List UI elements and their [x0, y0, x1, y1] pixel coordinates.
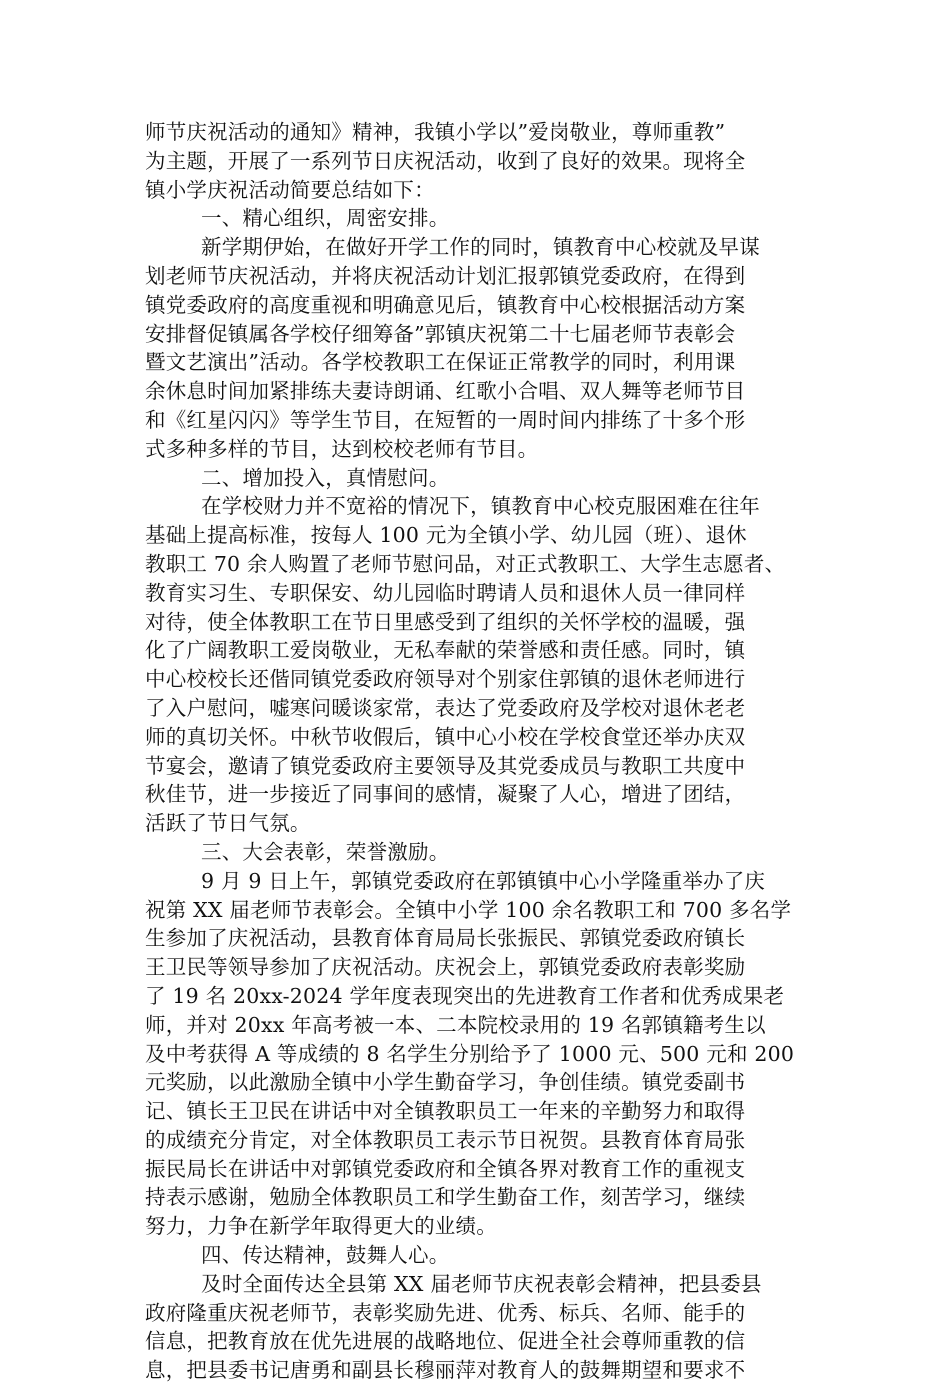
- text-line: 持表示感谢，勉励全体教职员工和学生勤奋工作，刻苦学习，继续: [145, 1185, 746, 1210]
- text-line: 镇小学庆祝活动简要总结如下：: [145, 177, 435, 202]
- text-line: 9 月 9 日上午，郭镇党委政府在郭镇镇中心小学隆重举办了庆: [201, 868, 766, 893]
- text-line: 为主题，开展了一系列节日庆祝活动，收到了良好的效果。现将全: [145, 148, 746, 173]
- text-line: 教育实习生、专职保安、幼儿园临时聘请人员和退休人员一律同样: [145, 580, 746, 605]
- text-line: 王卫民等领导参加了庆祝活动。庆祝会上，郭镇党委政府表彰奖励: [145, 955, 746, 980]
- text-line: 节宴会，邀请了镇党委政府主要领导及其党委成员与教职工共度中: [145, 753, 746, 778]
- text-line: 记、镇长王卫民在讲话中对全镇教职员工一年来的辛勤努力和取得: [145, 1099, 746, 1124]
- text-line: 努力，力争在新学年取得更大的业绩。: [145, 1214, 497, 1239]
- text-line: 基础上提高标准，按每人 100 元为全镇小学、幼儿园（班）、退休: [145, 523, 747, 548]
- text-line: 息，把县委书记唐勇和副县长穆丽萍对教育人的鼓舞期望和要求不: [145, 1358, 746, 1383]
- text-line: 及中考获得 A 等成绩的 8 名学生分别给予了 1000 元、500 元和 200: [145, 1041, 795, 1066]
- text-line: 生参加了庆祝活动，县教育体育局局长张振民、郭镇党委政府镇长: [145, 926, 746, 951]
- text-line: 二、增加投入，真情慰问。: [201, 465, 450, 490]
- text-line: 对待，使全体教职工在节日里感受到了组织的关怀学校的温暖，强: [145, 609, 746, 634]
- text-line: 四、传达精神，鼓舞人心。: [201, 1243, 450, 1268]
- text-line: 镇党委政府的高度重视和明确意见后，镇教育中心校根据活动方案: [145, 292, 746, 317]
- text-line: 了入户慰问，嘘寒问暖谈家常，表达了党委政府及学校对退休老老: [145, 695, 746, 720]
- text-line: 化了广阔教职工爱岗敬业，无私奉献的荣誉感和责任感。同时，镇: [145, 638, 746, 663]
- text-line: 秋佳节，进一步接近了同事间的感情，凝聚了人心，增进了团结，: [145, 782, 746, 807]
- text-line: 安排督促镇属各学校仔细筹备”郭镇庆祝第二十七届老师节表彰会: [145, 321, 736, 346]
- text-line: 新学期伊始，在做好开学工作的同时，镇教育中心校就及早谋: [201, 235, 760, 260]
- text-line: 元奖励，以此激励全镇中小学生勤奋学习，争创佳绩。镇党委副书: [145, 1070, 746, 1095]
- text-line: 在学校财力并不宽裕的情况下，镇教育中心校克服困难在往年: [201, 494, 760, 519]
- text-line: 师节庆祝活动的通知》精神，我镇小学以”爱岗敬业，尊师重教”: [145, 120, 726, 144]
- text-line: 振民局长在讲话中对郭镇党委政府和全镇各界对教育工作的重视支: [145, 1156, 746, 1181]
- text-line: 祝第 XX 届老师节表彰会。全镇中小学 100 余名教职工和 700 多名学: [145, 897, 792, 922]
- document-body: [145, 118, 810, 1385]
- text-line: 了 19 名 20xx-2024 学年度表现突出的先进教育工作者和优秀成果老: [145, 983, 785, 1008]
- text-line: 三、大会表彰，荣誉激励。: [201, 839, 450, 864]
- text-line: 一、精心组织，周密安排。: [201, 206, 450, 231]
- text-line: 师，并对 20xx 年高考被一本、二本院校录用的 19 名郭镇籍考生以: [145, 1012, 766, 1037]
- text-line: 中心校校长还偕同镇党委政府领导对个别家住郭镇的退休老师进行: [145, 667, 746, 692]
- text-line: 和《红星闪闪》等学生节目，在短暂的一周时间内排练了十多个形: [145, 407, 746, 432]
- text-line: 师的真切关怀。中秋节收假后，镇中心小校在学校食堂还举办庆双: [145, 724, 746, 749]
- text-line: 式多种多样的节目，达到校校老师有节目。: [145, 436, 539, 461]
- text-line: 活跃了节日气氛。: [145, 811, 311, 836]
- text-line: 的成绩充分肯定，对全体教职员工表示节日祝贺。县教育体育局张: [145, 1127, 746, 1152]
- text-line: 及时全面传达全县第 XX 届老师节庆祝表彰会精神，把县委县: [201, 1271, 762, 1296]
- text-line: 信息，把教育放在优先进展的战略地位、促进全社会尊师重教的信: [145, 1329, 746, 1354]
- text-line: 暨文艺演出”活动。各学校教职工在保证正常教学的同时，利用课: [145, 350, 736, 375]
- text-line: 划老师节庆祝活动，并将庆祝活动计划汇报郭镇党委政府，在得到: [145, 263, 746, 288]
- text-line: 余休息时间加紧排练夫妻诗朗诵、红歌小合唱、双人舞等老师节目: [145, 379, 746, 404]
- text-line: 政府隆重庆祝老师节，表彰奖励先进、优秀、标兵、名师、能手的: [145, 1300, 746, 1325]
- text-line: 教职工 70 余人购置了老师节慰问品，对正式教职工、大学生志愿者、: [145, 551, 786, 576]
